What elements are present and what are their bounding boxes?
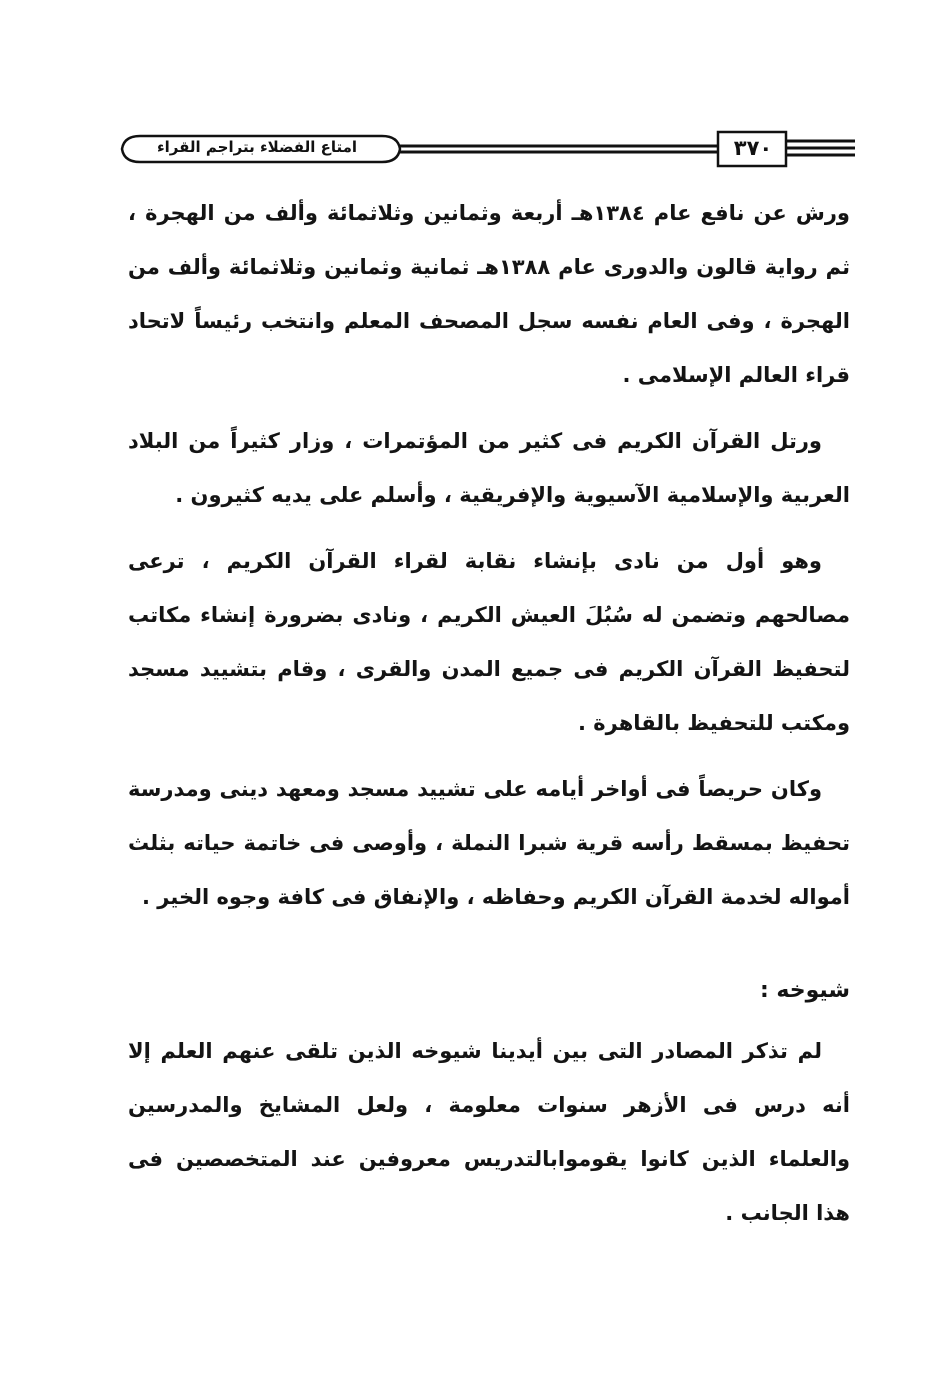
section-paragraph: لم تذكر المصادر التى بين أيدينا شيوخه الذين تلقى عنهم العلم إلا أنه درس فى الأزهر سنوات معلومة ، ولعل المشايخ والمدرسين والعلماء الذين كانوا يقوموابالتدريس معروفين عند المتخصصين فى هذا الجانب . <box>128 1039 850 1225</box>
paragraph: وكان حريصاً فى أواخر أيامه على تشييد مسجد ومعهد دينى ومدرسة تحفيظ بمسقط رأسه قرية شبرا النملة ، وأوصى فى خاتمة حياته بثلث أمواله لخدمة القرآن الكريم وحفاظه ، والإنفاق فى كافة وجوه الخير . <box>128 777 850 909</box>
page-number: ٣٧٠ <box>733 136 773 160</box>
page-body <box>128 186 850 1252</box>
paragraph: ورتل القرآن الكريم فى كثير من المؤتمرات ، وزار كثيراً من البلاد العربية والإسلامية الآسيوية والإفريقية ، وأسلم على يديه كثيرون . <box>128 429 850 507</box>
running-title: امتاع الفضلاء بتراجم القراء <box>156 138 358 156</box>
paragraph: ورش عن نافع عام ١٣٨٤هـ أربعة وثمانين وثلاثمائة وألف من الهجرة ، ثم رواية قالون والدورى عام ١٣٨٨هـ ثمانية وثمانين وثلاثمائة وألف من الهجرة ، وفى العام نفسه سجل المصحف المعلم وانتخب رئيساً لاتحاد قراء العالم الإسلامى . <box>128 201 851 387</box>
paragraph: وهو أول من نادى بإنشاء نقابة لقراء القرآن الكريم ، ترعى مصالحهم وتضمن له سُبُلَ العيش الكريم ، ونادى بضرورة إنشاء مكاتب لتحفيظ القرآن الكريم فى جميع المدن والقرى ، وقام بتشييد مسجد ومكتب للتحفيظ بالقاهرة . <box>128 549 850 735</box>
section-heading: شيوخه : <box>759 978 850 1003</box>
